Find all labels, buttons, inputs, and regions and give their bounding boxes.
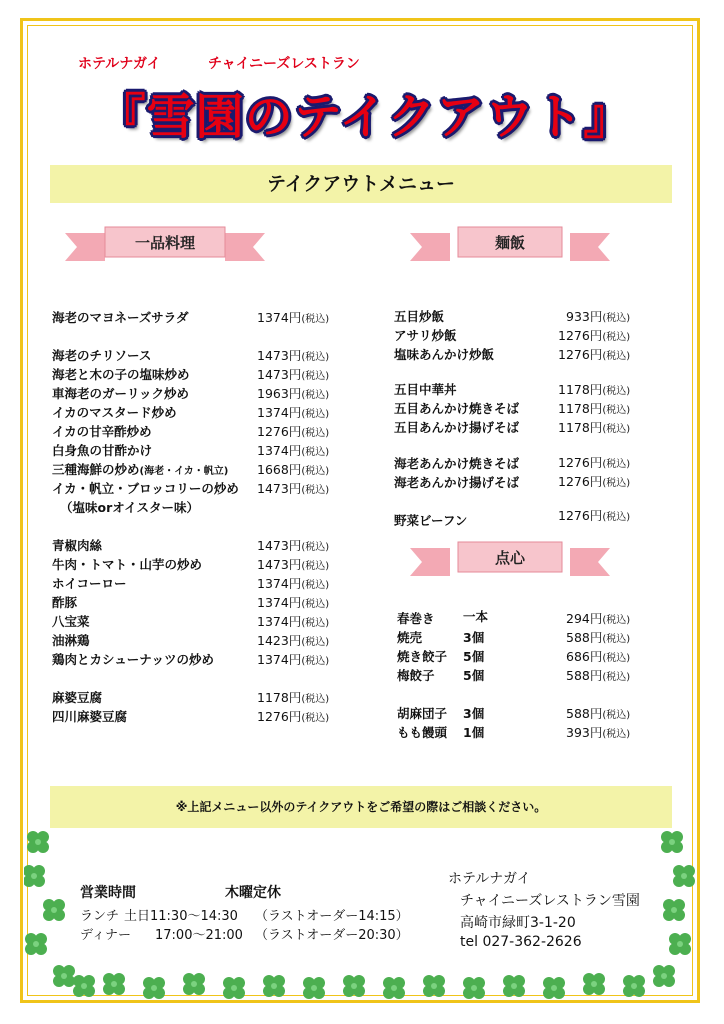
menu-price: 686円(税込) <box>566 649 631 664</box>
menu-item: 三種海鮮の炒め(海老・イカ・帆立) <box>52 462 229 477</box>
menu-item: ホイコーロー <box>52 576 127 591</box>
menu-price: 1178円(税込) <box>257 690 330 705</box>
menu-price: 1276円(税込) <box>558 508 631 523</box>
menu-qty: 5個 <box>463 649 485 664</box>
menu-item: 海老と木の子の塩味炒め <box>52 367 190 382</box>
hotel-name-header: ホテルナガイ <box>78 56 161 72</box>
menu-price: 933円(税込) <box>566 309 631 324</box>
menu-item: 春巻き <box>397 611 435 626</box>
menu-price: 1668円(税込) <box>257 462 330 477</box>
menu-price: 1374円(税込) <box>257 443 330 458</box>
menu-price: 1374円(税込) <box>257 405 330 420</box>
ribbon-ippin-label: 一品料理 <box>134 234 195 252</box>
menu-price: 1178円(税込) <box>558 401 631 416</box>
menu-price: 1374円(税込) <box>257 614 330 629</box>
menu-price: 1963円(税込) <box>257 386 330 401</box>
menu-price: 294円(税込) <box>566 611 631 626</box>
ribbon-menhan <box>410 225 610 265</box>
menu-item: 海老あんかけ揚げそば <box>394 475 520 490</box>
address-hotel: ホテルナガイ <box>448 871 531 887</box>
menu-item: イカの甘辛酢炒め <box>52 424 152 439</box>
consultation-note: ※上記メニュー以外のテイクアウトをご希望の際はご相談ください。 <box>50 786 672 828</box>
menu-qty: 1個 <box>463 725 485 740</box>
menu-item: 麻婆豆腐 <box>52 690 103 705</box>
menu-price: 588円(税込) <box>566 668 631 683</box>
dinner-last-order: （ラストオーダー20:30） <box>255 928 409 943</box>
dinner-label: ディナー <box>80 928 131 943</box>
ribbon-tenshin <box>410 540 610 580</box>
menu-item: 四川麻婆豆腐 <box>52 709 128 724</box>
menu-item: イカのマスタード炒め <box>52 405 177 420</box>
menu-price: 1276円(税込) <box>558 474 631 489</box>
menu-item: 五目炒飯 <box>394 309 445 324</box>
menu-item: 胡麻団子 <box>397 706 448 721</box>
menu-item: 野菜ビーフン <box>394 513 468 528</box>
menu-price: 1178円(税込) <box>558 420 631 435</box>
menu-item: 焼売 <box>397 630 423 645</box>
menu-price: 393円(税込) <box>566 725 631 740</box>
address-street: 高崎市緑町3-1-20 <box>460 915 576 931</box>
menu-item: 海老あんかけ焼きそば <box>394 456 520 471</box>
menu-item: イカ・帆立・ブロッコリーの炒め <box>52 481 239 496</box>
menu-item: 海老のマヨネーズサラダ <box>52 310 189 325</box>
menu-price: 588円(税込) <box>566 706 631 721</box>
lunch-last-order: （ラストオーダー14:15） <box>255 909 409 924</box>
menu-item: 五目中華丼 <box>394 382 457 397</box>
menu-item: アサリ炒飯 <box>394 328 457 343</box>
ribbon-ippin <box>65 225 265 265</box>
menu-item: 八宝菜 <box>52 614 90 629</box>
menu-price: 1473円(税込) <box>257 367 330 382</box>
menu-price: 1178円(税込) <box>558 382 631 397</box>
menu-item: 車海老のガーリック炒め <box>52 386 190 401</box>
menu-price: 1473円(税込) <box>257 481 330 496</box>
menu-item: 油淋鶏 <box>52 633 90 648</box>
menu-item: 梅餃子 <box>397 668 435 683</box>
menu-qty: 5個 <box>463 668 485 683</box>
menu-price: 1374円(税込) <box>257 652 330 667</box>
menu-price: 1374円(税込) <box>257 310 330 325</box>
ribbon-menhan-label: 麺飯 <box>494 234 525 252</box>
menu-price: 1276円(税込) <box>558 347 631 362</box>
menu-qty: 一本 <box>463 609 489 624</box>
ribbon-tenshin-label: 点心 <box>494 549 525 567</box>
menu-banner: テイクアウトメニュー <box>50 165 672 203</box>
menu-item: 五目あんかけ揚げそば <box>394 420 520 435</box>
address-restaurant: チャイニーズレストラン雪園 <box>460 893 640 909</box>
menu-price: 1276円(税込) <box>558 455 631 470</box>
address-tel: tel 027-362-2626 <box>460 934 582 950</box>
menu-item: 焼き餃子 <box>397 649 448 664</box>
lunch-label: ランチ <box>80 909 120 924</box>
lunch-hours: 土日11:30～14:30 <box>124 909 238 924</box>
menu-item: 青椒肉絲 <box>52 538 103 553</box>
menu-item: 白身魚の甘酢かけ <box>52 443 153 458</box>
menu-price: 1374円(税込) <box>257 576 330 591</box>
menu-item: 海老のチリソース <box>52 348 152 363</box>
menu-price: 1473円(税込) <box>257 538 330 553</box>
menu-price: 1276円(税込) <box>257 709 330 724</box>
menu-price: 1276円(税込) <box>558 328 631 343</box>
hours-label: 営業時間 <box>80 885 136 901</box>
closed-day: 木曜定休 <box>225 885 281 901</box>
menu-price: 588円(税込) <box>566 630 631 645</box>
menu-price: 1423円(税込) <box>257 633 330 648</box>
menu-item: 鶏肉とカシューナッツの炒め <box>52 652 215 667</box>
menu-price: 1473円(税込) <box>257 557 330 572</box>
menu-price: 1276円(税込) <box>257 424 330 439</box>
menu-item: 酢豚 <box>52 595 78 610</box>
menu-price: 1374円(税込) <box>257 595 330 610</box>
menu-item: 五目あんかけ焼きそば <box>394 401 520 416</box>
page-title: 『雪園のテイクアウト』 <box>97 89 633 145</box>
menu-item: 塩味あんかけ炒飯 <box>394 347 495 362</box>
menu-item: もも饅頭 <box>397 725 448 740</box>
dinner-hours: 17:00～21:00 <box>155 928 243 943</box>
menu-item: 牛肉・トマト・山芋の炒め <box>52 557 203 572</box>
menu-price: 1473円(税込) <box>257 348 330 363</box>
menu-qty: 3個 <box>463 706 485 721</box>
menu-qty: 3個 <box>463 630 485 645</box>
menu-item-note: （塩味orオイスター味） <box>60 500 200 515</box>
restaurant-type-header: チャイニーズレストラン <box>208 56 360 72</box>
